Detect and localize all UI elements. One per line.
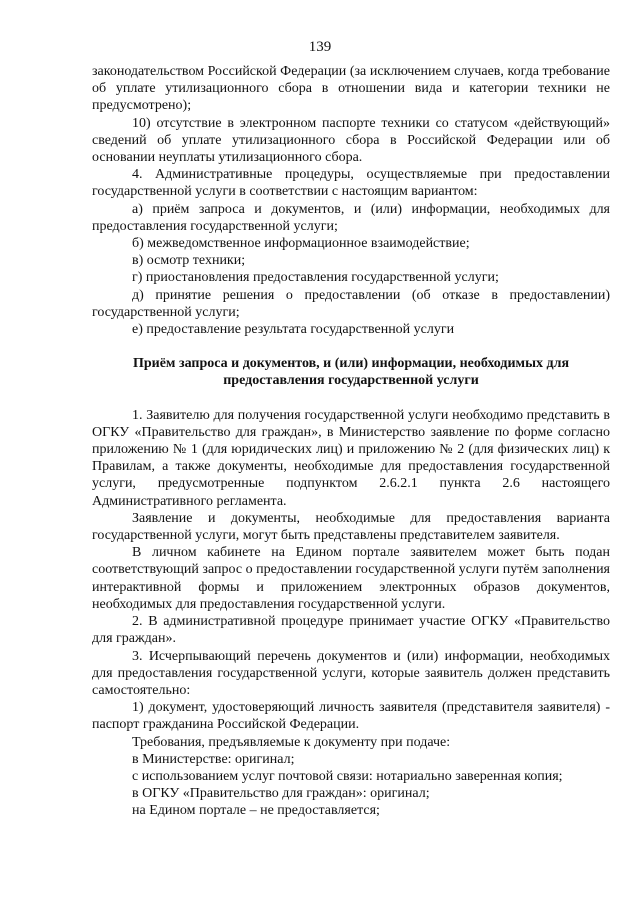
paragraph: с использованием услуг почтовой связи: нотариально заверенная копия; <box>132 768 563 784</box>
paragraph: в ОГКУ «Правительство для граждан»: оригинал; <box>132 786 430 802</box>
paragraph: 3. Исчерпывающий перечень документов и (или) информации, необходимых для предоставления государственной услуги, которые заявитель должен представить самостоятельно: <box>92 648 610 698</box>
paragraph: г) приостановления предоставления государственной услуги; <box>132 270 499 286</box>
paragraph: 1. Заявителю для получения государственной услуги необходимо представить в ОГКУ «Правительство для граждан», в Министерство заявление по форме согласно приложению № 1 (для юридических лиц) и приложению № 2 (для физических лиц) к Правилам, а также документы, необходимые для предоставления государственной услуги, предусмотренные подпунктом 2.6.2.1 пункта 2.6 настоящего Административного регламента. <box>92 407 610 509</box>
paragraph: 4. Административные процедуры, осуществляемые при предоставлении государственной услуги в соответствии с настоящим вариантом: <box>92 167 610 200</box>
paragraph: В личном кабинете на Едином портале заявителем может быть подан соответствующий запрос о предоставлении государственной услуги путём заполнения интерактивной формы и приложением электронных образов документов, необходимых для предоставления государственной услуги. <box>92 545 610 612</box>
paragraph: в Министерстве: оригинал; <box>132 751 295 767</box>
paragraph: в) осмотр техники; <box>132 253 246 269</box>
paragraph: на Едином портале – не предоставляется; <box>132 803 380 819</box>
document-body <box>92 63 610 820</box>
page-number: 139 <box>308 39 332 55</box>
paragraph: б) межведомственное информационное взаимодействие; <box>132 236 470 252</box>
paragraph: Заявление и документы, необходимые для предоставления варианта государственной услуги, могут быть представлены представителем заявителя. <box>92 510 610 544</box>
paragraph: 10) отсутствие в электронном паспорте техники со статусом «действующий» сведений об уплате утилизационного сбора в Российской Федерации или об основании неуплаты утилизационного сбора. <box>92 115 610 166</box>
paragraph: е) предоставление результата государственной услуги <box>132 322 455 338</box>
paragraph: 1) документ, удостоверяющий личность заявителя (представителя заявителя) - паспорт гражданина Российской Федерации. <box>92 700 610 733</box>
paragraph: Требования, предъявляемые к документу при подаче: <box>132 734 451 750</box>
paragraph: законодательством Российской Федерации (за исключением случаев, когда требование об уплате утилизационного сбора в отношении вида и категории техники не предусмотрено); <box>92 64 610 114</box>
paragraph: 2. В административной процедуре принимает участие ОГКУ «Правительство для граждан». <box>92 614 610 647</box>
paragraph: а) приём запроса и документов, и (или) информации, необходимых для предоставления государственной услуги; <box>92 201 610 234</box>
paragraph: д) принятие решения о предоставлении (об отказе в предоставлении) государственной услуги; <box>92 287 610 320</box>
section-heading: Приём запроса и документов, и (или) информации, необходимых для предоставления государственной услуги <box>132 356 570 389</box>
